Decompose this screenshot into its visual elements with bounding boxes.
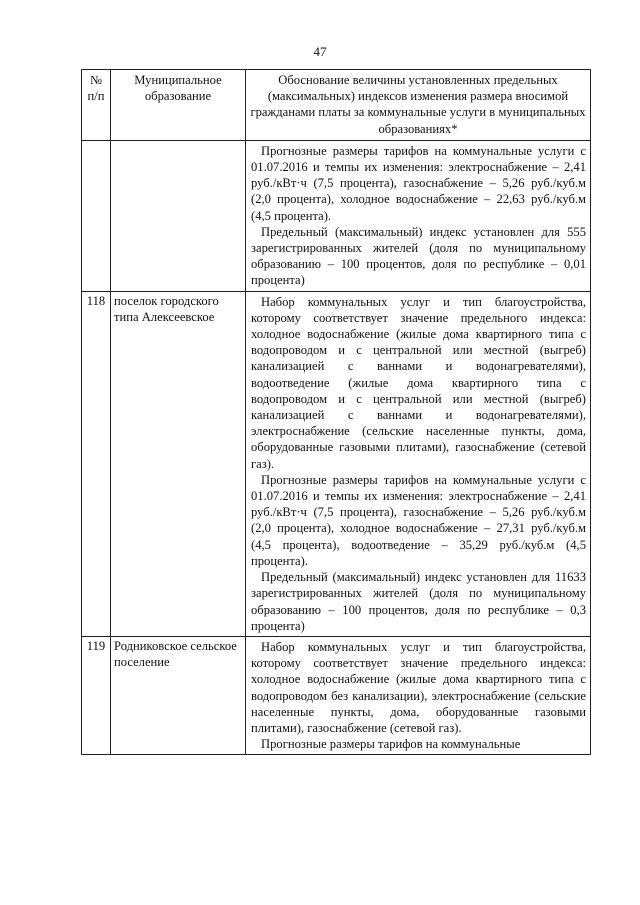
row-justification (246, 291, 591, 636)
justification-paragraph: Прогнозные размеры тарифов на коммунальные услуги с 01.07.2016 и темпы их изменения: электроснабжение – 2,41 руб./кВт·ч (7,5 процента), газоснабжение – 5,26 руб./куб.м (2,0 процента), холодное водоснабжение – 27,31 руб./куб.м (4,5 процента), водоотведение – 35,29 руб./куб.м (4,5 процента). (251, 472, 586, 568)
justification-paragraph: Предельный (максимальный) индекс установлен для 11633 зарегистрированных жителей (доля по муниципальному образованию – 100 процентов, доля по республике – 0,3 процента) (251, 570, 586, 633)
page-number: 47 (313, 44, 327, 59)
row-number: 118 (82, 291, 111, 636)
row-justification (246, 140, 591, 291)
justification-paragraph: Прогнозные размеры тарифов на коммунальные (261, 737, 521, 752)
row-municipality: поселок городского типа Алексеевское (111, 291, 246, 636)
row-number (82, 140, 111, 291)
table-row (82, 291, 591, 636)
justification-paragraph: Предельный (максимальный) индекс установлен для 555 зарегистрированных жителей (доля по муниципальному образованию – 100 процентов, доля по республике – 0,01 процента) (251, 224, 586, 288)
row-municipality (111, 140, 246, 291)
row-municipality: Родниковское сельское поселение (111, 636, 246, 754)
table-row (82, 636, 591, 754)
justification-paragraph: Набор коммунальных услуг и тип благоустройства, которому соответствует значение предельного индекса: холодное водоснабжение (жилые дома квартирного типа с водопроводом и с центральной или местной (выгреб) канализацией с ваннами и водонагревателями), водоотведение (жилые дома квартирного типа с водопроводом и с центральной или местной (выгреб) канализацией с ваннами и водонагревателями), электроснабжение (сельские населенные пункты, дома, оборудованные газовыми плитами), газоснабжение (сетевой газ). (251, 294, 586, 471)
row-number: 119 (82, 636, 111, 754)
table-row (82, 140, 591, 291)
header-municipality: Муниципальное образование (111, 70, 246, 141)
row-justification (246, 636, 591, 754)
table-header-row (82, 70, 591, 141)
tariff-index-table (81, 69, 591, 755)
justification-paragraph: Набор коммунальных услуг и тип благоустройства, которому соответствует значение предельного индекса: холодное водоснабжение (жилые дома квартирного типа с водопроводом без канализации), электроснабжение (сельские населенные пункты, дома, оборудованные газовыми плитами), газоснабжение (сетевой газ). (251, 639, 586, 735)
header-number: № п/п (82, 70, 111, 141)
header-justification: Обоснование величины установленных предельных (максимальных) индексов изменения размера вносимой гражданами платы за коммунальные услуги в муниципальных образованиях* (246, 70, 591, 141)
justification-paragraph: Прогнозные размеры тарифов на коммунальные услуги с 01.07.2016 и темпы их изменения: электроснабжение – 2,41 руб./кВт·ч (7,5 процента), газоснабжение – 5,26 руб./куб.м (2,0 процента), холодное водоснабжение – 22,63 руб./куб.м (4,5 процента). (251, 143, 586, 223)
